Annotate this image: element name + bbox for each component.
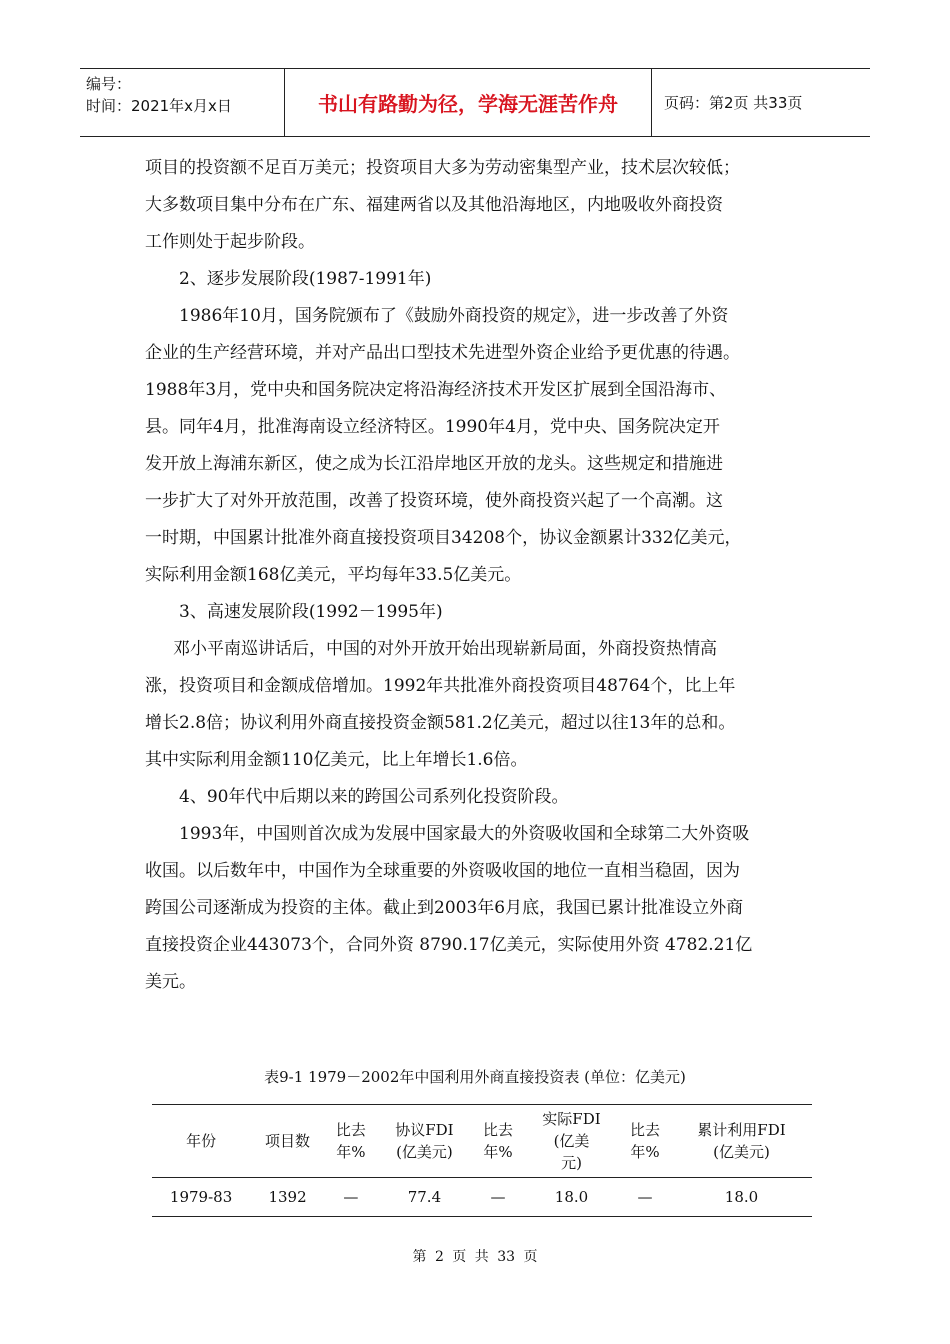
text-line: 县。同年4月，批准海南设立经济特区。1990年4月，党中央、国务院决定开 [145,417,720,437]
table-cell: — [343,1188,359,1206]
fdi-table [152,1104,812,1217]
text-line: 收国。以后数年中，中国作为全球重要的外资吸收国的地位一直相当稳固，因为 [145,861,740,881]
header-cumulative-fdi: 累计利用FDI (亿美元) [697,1121,786,1161]
doc-code-label: 编号： [86,75,132,93]
text-line: 邓小平南巡讲话后，中国的对外开放开始出现崭新局面，外商投资热情高 [173,639,717,659]
text-line: 4、90年代中后期以来的跨国公司系列化投资阶段。 [179,787,569,807]
table-cell: 1979-83 [169,1188,233,1206]
header-project-count: 项目数 [265,1132,311,1150]
document-body [145,150,823,1001]
text-line: 其中实际利用金额110亿美元，比上年增长1.6倍。 [145,750,528,770]
text-line: 大多数项目集中分布在广东、福建两省以及其他沿海地区，内地吸收外商投资 [145,195,723,215]
text-line: 项目的投资额不足百万美元；投资项目大多为劳动密集型产业，技术层次较低； [145,158,740,178]
text-line: 发开放上海浦东新区，使之成为长江沿岸地区开放的龙头。这些规定和措施进 [145,454,723,474]
section-heading [145,261,823,298]
text-line: 工作则处于起步阶段。 [145,232,315,252]
paragraph [145,816,823,1001]
paragraph [145,631,823,779]
text-line: 跨国公司逐渐成为投资的主体。截止到2003年6月底，我国已累计批准设立外商 [145,898,744,918]
header-growth-2: 比去 年% [482,1121,513,1161]
text-line: 2、逐步发展阶段(1987-1991年) [179,269,432,289]
text-line: 1993年，中国则首次成为发展中国家最大的外资吸收国和全球第二大外资吸 [179,824,750,844]
text-line: 3、高速发展阶段(1992－1995年) [179,602,443,622]
text-line: 1986年10月，国务院颁布了《鼓励外商投资的规定》，进一步改善了外资 [179,306,729,326]
table-caption: 表9-1 1979－2002年中国利用外商直接投资表 (单位：亿美元) [264,1068,686,1086]
header-agreed-fdi: 协议FDI (亿美元) [395,1121,454,1161]
section-heading [145,779,823,816]
header-motto: 书山有路勤为径，学海无涯苦作舟 [284,69,652,136]
table-cell: 1392 [268,1188,307,1206]
doc-date-label: 时间：2021年x月x日 [86,97,232,115]
header-meta [80,69,284,136]
paragraph [145,150,823,261]
page-header [80,68,870,137]
text-line: 一时期，中国累计批准外商直接投资项目34208个，协议金额累计332亿美元， [145,528,742,548]
page-footer: 第 2 页 共 33 页 [412,1249,538,1265]
table-header-row [152,1105,812,1178]
paragraph [145,298,823,594]
table-cell: — [490,1188,506,1206]
text-line: 美元。 [145,972,196,992]
header-growth-3: 比去 年% [630,1121,661,1161]
table-cell: 77.4 [407,1188,442,1206]
table-cell: 18.0 [554,1188,589,1206]
text-line: 涨，投资项目和金额成倍增加。1992年共批准外商投资项目48764个，比上年 [145,676,736,696]
text-line: 直接投资企业443073个，合同外资 8790.17亿美元，实际使用外资 4782.21亿 [145,935,753,955]
table-cell: 18.0 [724,1188,759,1206]
text-line: 企业的生产经营环境，并对产品出口型技术先进型外资企业给予更优惠的待遇。 [145,343,740,363]
text-line: 一步扩大了对外开放范围，改善了投资环境，使外商投资兴起了一个高潮。这 [145,491,723,511]
text-line: 实际利用金额168亿美元，平均每年33.5亿美元。 [145,565,522,585]
header-actual-fdi: 实际FDI (亿美 元) [542,1110,601,1172]
section-heading [145,594,823,631]
text-line: 1988年3月，党中央和国务院决定将沿海经济技术开发区扩展到全国沿海市、 [145,380,727,400]
table-row [152,1178,812,1217]
table-cell: — [637,1188,653,1206]
header-year: 年份 [186,1132,217,1150]
text-line: 增长2.8倍；协议利用外商直接投资金额581.2亿美元，超过以往13年的总和。 [145,713,736,733]
header-page-label: 页码：第2页 共33页 [664,94,803,112]
header-growth-1: 比去 年% [335,1121,366,1161]
